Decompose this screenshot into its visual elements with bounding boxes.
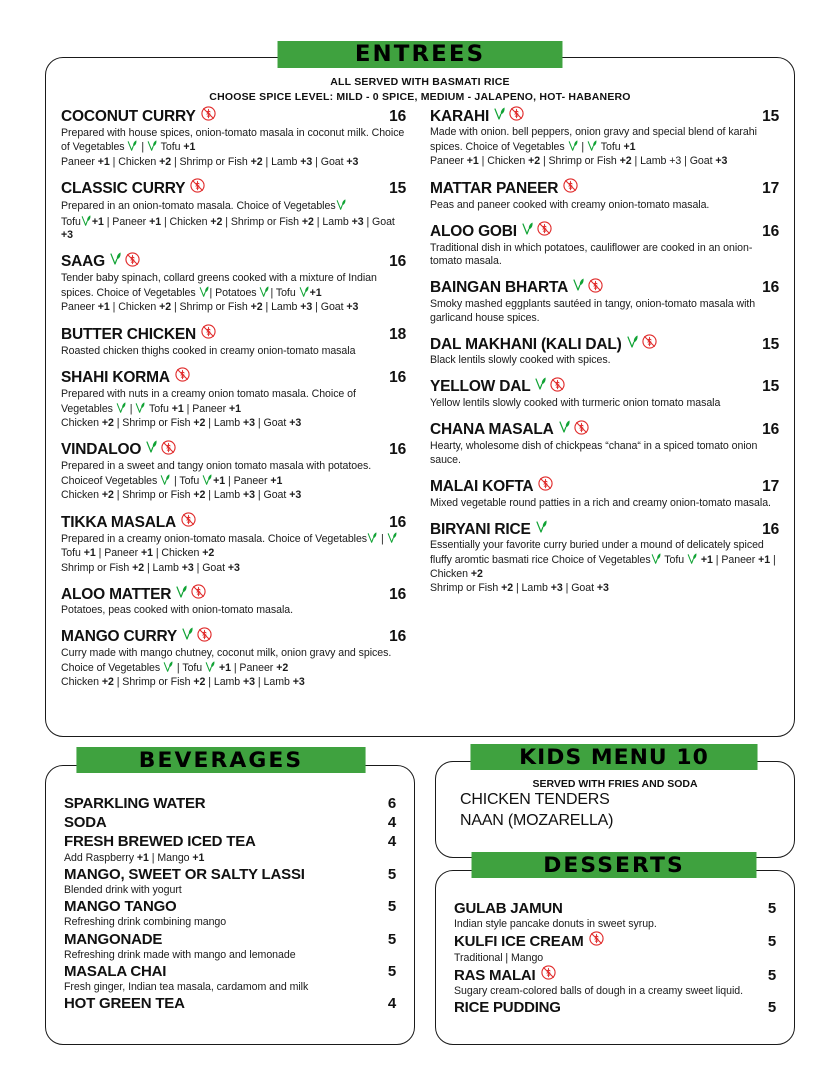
menu-item-head — [430, 221, 779, 240]
gluten-free-icon — [563, 178, 578, 193]
menu-item-marks — [522, 221, 552, 236]
veg-v-leaf-icon — [199, 286, 210, 298]
beverage-name: HOT GREEN TEA — [64, 995, 185, 1013]
menu-item-description: Black lentils slowly cooked with spices. — [430, 354, 611, 367]
menu-item-name: YELLOW DAL — [430, 378, 531, 396]
gluten-free-icon — [125, 252, 140, 267]
gluten-free-icon — [181, 512, 196, 527]
menu-item-head — [61, 627, 406, 646]
list-item — [454, 931, 776, 964]
beverage-name: SODA — [64, 814, 107, 832]
menu-item-head — [430, 420, 779, 439]
veg-v-leaf-icon — [205, 661, 216, 673]
menu-item-description: Hearty, wholesome dish of chickpeas “chana“ in a spiced tomato onion sauce. — [430, 440, 758, 466]
gluten-free-icon — [191, 584, 206, 599]
menu-item-head — [430, 334, 779, 353]
kids-subtitle: SERVED WITH FRIES AND SODA — [532, 778, 698, 790]
menu-item-head — [61, 324, 406, 344]
kids-menu-item: NAAN (MOZARELLA) — [460, 811, 614, 829]
menu-item-marks — [563, 178, 578, 193]
desserts-banner: DESSERTS — [472, 852, 757, 878]
menu-item-marks — [201, 324, 216, 339]
menu-item-price: 16 — [762, 421, 779, 439]
list-item — [64, 897, 396, 929]
gluten-free-icon — [190, 178, 205, 193]
menu-item-name: SAAG — [61, 253, 105, 271]
beverage-row — [64, 962, 396, 981]
menu-item-marks — [175, 367, 190, 382]
dessert-price: 5 — [767, 966, 776, 984]
menu-item-head — [61, 367, 406, 387]
veg-v-leaf-icon — [336, 199, 347, 211]
dessert-row — [454, 965, 776, 985]
dessert-description: Indian style pancake donuts in sweet syrup. — [454, 918, 657, 931]
dessert-description: Traditional | Mango — [454, 951, 544, 964]
menu-item-head — [430, 520, 779, 539]
menu-item-name: VINDALOO — [61, 441, 142, 459]
dessert-row — [454, 998, 776, 1017]
beverage-name: MANGO, SWEET OR SALTY LASSI — [64, 865, 305, 883]
veg-v-leaf-icon — [147, 140, 158, 152]
menu-item-marks — [494, 106, 524, 121]
menu-item — [61, 367, 406, 430]
veg-v-leaf-icon — [127, 140, 138, 152]
dessert-price: 5 — [767, 933, 776, 951]
veg-v-leaf-icon — [299, 286, 310, 298]
menu-item — [430, 520, 779, 596]
menu-item — [61, 324, 406, 358]
menu-item-marks — [146, 440, 176, 455]
beverage-price: 5 — [387, 930, 396, 948]
menu-item — [430, 221, 779, 268]
menu-item-price: 16 — [389, 108, 406, 125]
dessert-marks — [589, 931, 604, 946]
menu-item — [61, 440, 406, 503]
menu-item-head — [61, 440, 406, 459]
menu-item-price: 15 — [762, 335, 779, 353]
list-item — [64, 962, 396, 994]
menu-item-name: CHANA MASALA — [430, 421, 554, 439]
gluten-free-icon — [538, 476, 553, 491]
veg-v-leaf-icon — [687, 553, 698, 565]
veg-v-leaf-icon — [163, 661, 174, 673]
beverage-price: 5 — [387, 865, 396, 883]
menu-item-head — [61, 106, 406, 126]
menu-item-name: BUTTER CHICKEN — [61, 325, 196, 343]
menu-item-addons: Paneer +1 | Chicken +2 | Shrimp or Fish +2 | Lamb +3 | Goat +3 — [61, 155, 359, 168]
dessert-name: RAS MALAI — [454, 966, 536, 984]
veg-v-leaf-icon — [259, 286, 270, 298]
beverage-row — [64, 832, 396, 851]
menu-item-price: 15 — [762, 378, 779, 396]
menu-item — [430, 476, 779, 510]
kids-items — [454, 790, 776, 832]
menu-item-head — [430, 106, 779, 125]
menu-item-head — [430, 278, 779, 297]
menu-item-addons: Paneer +1 | Chicken +2 | Shrimp or Fish +2 | Lamb +3 | Goat +3 — [430, 155, 728, 168]
veg-v-leaf-icon — [535, 377, 547, 391]
menu-item-description: Prepared in an onion-tomato masala. Choice of Vegetables — [61, 199, 406, 214]
list-item — [64, 865, 396, 897]
beverage-name: MANGO TANGO — [64, 898, 177, 916]
menu-item-marks — [182, 627, 212, 642]
menu-item-description: Traditional dish in which potatoes, cauliflower are cooked in an onion-tomato masala. — [430, 241, 753, 268]
menu-item-price: 16 — [762, 222, 779, 240]
veg-v-leaf-icon — [81, 215, 92, 227]
beverages-card — [45, 765, 415, 1045]
menu-item-description: Smoky mashed eggplants sautéed in tangy, onion-tomato masala with garlicand house spices. — [430, 298, 756, 324]
list-item — [64, 994, 396, 1013]
gluten-free-icon — [589, 931, 604, 946]
beverage-name: FRESH BREWED ICED TEA — [64, 833, 256, 851]
menu-item-description: Potatoes, peas cooked with onion-tomato masala. — [61, 604, 294, 617]
entrees-subtitle-spice: CHOOSE SPICE LEVEL: MILD - 0 SPICE, MEDIUM - JALAPENO, HOT- HABANERO — [209, 91, 631, 103]
menu-item — [61, 584, 406, 618]
kids-menu-banner: KIDS MENU 10 — [470, 744, 757, 770]
beverage-price: 5 — [387, 963, 396, 981]
list-item — [64, 794, 396, 813]
beverage-price: 5 — [387, 898, 396, 916]
beverage-name: MASALA CHAI — [64, 963, 167, 981]
menu-item-head — [61, 252, 406, 271]
gluten-free-icon — [175, 367, 190, 382]
entrees-left-column — [45, 106, 420, 699]
dessert-row — [454, 931, 776, 951]
beverage-row — [64, 865, 396, 884]
desserts-list — [436, 899, 794, 1017]
list-item — [64, 813, 396, 832]
beverages-banner: BEVERAGES — [76, 747, 365, 773]
menu-item — [61, 106, 406, 169]
menu-item-price: 15 — [762, 107, 779, 125]
veg-v-leaf-icon — [568, 140, 579, 152]
menu-item-description: Mixed vegetable round patties in a rich and creamy onion-tomato masala. — [430, 497, 771, 510]
menu-item-name: BAINGAN BHARTA — [430, 279, 569, 297]
menu-item-description: Peas and paneer cooked with creamy onion-tomato masala. — [430, 198, 710, 211]
menu-item-name: SHAHI KORMA — [61, 369, 170, 387]
menu-item-name: MATTAR PANEER — [430, 179, 559, 197]
menu-item-name: BIRYANI RICE — [430, 520, 531, 538]
menu-item-description: Essentially your favorite curry buried under a mound of delicately spiced fluffy aromtic basmati rice Choice of Vegetables Tofu +1 | Paneer +1 | Chicken +2 — [430, 539, 776, 580]
list-item — [454, 899, 776, 931]
entrees-right-column — [420, 106, 795, 699]
veg-v-leaf-icon — [627, 335, 639, 349]
gluten-free-icon — [574, 420, 589, 435]
gluten-free-icon — [537, 221, 552, 236]
menu-item — [430, 420, 779, 467]
dessert-price: 5 — [767, 999, 776, 1017]
gluten-free-icon — [201, 106, 216, 121]
menu-item-price: 16 — [389, 441, 406, 459]
menu-item-head — [61, 178, 406, 198]
menu-item-description: Prepared in a sweet and tangy onion tomato masala with potatoes. Choiceof Vegetables | Tofu +1 | Paneer +1 — [61, 459, 372, 487]
gluten-free-icon — [509, 106, 524, 121]
menu-item-head — [430, 178, 779, 198]
gluten-free-icon — [197, 627, 212, 642]
kids-menu-card — [435, 761, 795, 858]
menu-item-name: MALAI KOFTA — [430, 478, 534, 496]
menu-item-description: Prepared with nuts in a creamy onion tomato masala. Choice of Vegetables | Tofu +1 | Paneer +1 — [61, 388, 356, 415]
kids-list — [436, 776, 794, 832]
veg-v-leaf-icon — [135, 402, 146, 414]
menu-item-price: 16 — [389, 253, 406, 271]
veg-v-leaf-icon — [146, 440, 158, 454]
beverage-description: Refreshing drink combining mango — [64, 916, 227, 929]
menu-item-description: Yellow lentils slowly cooked with turmeric onion tomato masala — [430, 397, 721, 410]
menu-item — [61, 627, 406, 690]
kids-menu-item: CHICKEN TENDERS — [460, 791, 610, 808]
list-item — [64, 930, 396, 962]
menu-item-addons: Paneer +1 | Chicken +2 | Shrimp or Fish +2 | Lamb +3 | Goat +3 — [61, 301, 359, 314]
menu-item-name: MANGO CURRY — [61, 628, 178, 646]
menu-item — [430, 106, 779, 169]
menu-item-description: Roasted chicken thighs cooked in creamy onion-tomato masala — [61, 344, 356, 357]
dessert-name: KULFI ICE CREAM — [454, 933, 584, 951]
dessert-description: Sugary cream-colored balls of dough in a creamy sweet liquid. — [454, 985, 744, 998]
veg-v-leaf-icon — [587, 140, 598, 152]
beverage-price: 4 — [387, 814, 396, 832]
menu-item-marks — [190, 178, 205, 193]
veg-v-leaf-icon — [559, 420, 571, 434]
list-item — [64, 832, 396, 864]
beverage-description: Fresh ginger, Indian tea masala, cardamom and milk — [64, 981, 309, 994]
menu-item-name: DAL MAKHANI (KALI DAL) — [430, 335, 622, 353]
menu-item-addons: Chicken +2 | Shrimp or Fish +2 | Lamb +3 | Goat +3 — [61, 489, 302, 502]
menu-item — [430, 334, 779, 368]
menu-item-addons: Chicken +2 | Shrimp or Fish +2 | Lamb +3 | Goat +3 — [61, 417, 302, 430]
dessert-name: GULAB JAMUN — [454, 900, 563, 917]
menu-item-name: ALOO GOBI — [430, 222, 517, 240]
menu-item-name: ALOO MATTER — [61, 585, 172, 603]
menu-item-name: COCONUT CURRY — [61, 108, 196, 125]
veg-v-leaf-icon — [536, 520, 548, 534]
menu-item — [61, 512, 406, 575]
beverage-description: Add Raspberry +1 | Mango +1 — [64, 851, 205, 864]
menu-item-description: Curry made with mango chutney, coconut milk, onion gravy and spices. Choice of Vegetables | Tofu +1 | Paneer +2 — [61, 647, 392, 674]
menu-item-addons: Chicken +2 | Shrimp or Fish +2 | Lamb +3 | Lamb +3 — [61, 676, 305, 689]
veg-v-leaf-icon — [160, 474, 171, 486]
menu-item — [430, 278, 779, 325]
menu-item-price: 17 — [762, 478, 779, 496]
gluten-free-icon — [161, 440, 176, 455]
menu-item-marks — [627, 334, 657, 349]
beverage-price: 4 — [387, 833, 396, 851]
menu-item-description: Tender baby spinach, collard greens cooked with a mixture of Indian spices. Choice of Vegetables | Potatoes | Tofu +1 — [61, 272, 377, 299]
beverage-row — [64, 794, 396, 813]
menu-item-marks — [110, 252, 140, 267]
menu-item-name: TIKKA MASALA — [61, 513, 176, 531]
desserts-card — [435, 870, 795, 1045]
menu-item-price: 16 — [389, 369, 406, 387]
beverage-name: MANGONADE — [64, 930, 163, 948]
beverage-row — [64, 930, 396, 949]
dessert-name: RICE PUDDING — [454, 999, 561, 1017]
dessert-marks — [541, 965, 556, 980]
menu-item-head — [61, 512, 406, 532]
veg-v-leaf-icon — [573, 278, 585, 292]
veg-v-leaf-icon — [182, 627, 194, 641]
list-item — [454, 965, 776, 998]
veg-v-leaf-icon — [522, 222, 534, 236]
menu-item-price: 16 — [389, 628, 406, 646]
menu-item-price: 16 — [389, 513, 406, 531]
beverage-description: Blended drink with yogurt — [64, 883, 182, 896]
menu-item-marks — [536, 520, 548, 534]
veg-v-leaf-icon — [202, 474, 213, 486]
beverage-row — [64, 994, 396, 1013]
menu-item — [430, 377, 779, 411]
menu-item — [61, 178, 406, 242]
menu-item-marks — [181, 512, 196, 527]
veg-v-leaf-icon — [387, 532, 398, 544]
menu-item-addons: Tofu +1 | Paneer +1 | Chicken +2 | Shrimp or Fish +2 | Lamb +3 | Goat +3 — [61, 215, 395, 242]
gluten-free-icon — [642, 334, 657, 349]
menu-item-marks — [538, 476, 553, 491]
beverage-price: 6 — [387, 795, 396, 812]
menu-item-marks — [201, 106, 216, 121]
entrees-columns — [45, 106, 795, 699]
veg-v-leaf-icon — [110, 252, 122, 266]
menu-item-price: 17 — [762, 179, 779, 197]
gluten-free-icon — [550, 377, 565, 392]
gluten-free-icon — [541, 965, 556, 980]
veg-v-leaf-icon — [176, 585, 188, 599]
veg-v-leaf-icon — [651, 553, 662, 565]
menu-item-price: 15 — [389, 180, 406, 198]
menu-item-head — [430, 476, 779, 496]
beverage-description: Refreshing drink made with mango and lemonade — [64, 948, 296, 961]
beverage-price: 4 — [387, 995, 396, 1013]
menu-item-addons: Shrimp or Fish +2 | Lamb +3 | Goat +3 — [61, 561, 240, 574]
menu-item-marks — [535, 377, 565, 392]
beverage-name: SPARKLING WATER — [64, 795, 206, 812]
menu-item-name: KARAHI — [430, 107, 490, 125]
menu-item — [61, 252, 406, 315]
menu-item-price: 16 — [389, 585, 406, 603]
menu-item-price: 16 — [762, 279, 779, 297]
dessert-price: 5 — [767, 900, 776, 917]
menu-item-marks — [573, 278, 603, 293]
beverage-row — [64, 813, 396, 832]
menu-item-price: 18 — [389, 325, 406, 343]
gluten-free-icon — [201, 324, 216, 339]
menu-item-price: 16 — [762, 520, 779, 538]
entrees-banner: ENTREES — [278, 41, 563, 68]
menu-item-head — [430, 377, 779, 396]
menu-item-addons: Shrimp or Fish +2 | Lamb +3 | Goat +3 — [430, 582, 609, 595]
menu-item-marks — [176, 584, 206, 599]
list-item — [454, 998, 776, 1017]
menu-item-description: Prepared in a creamy onion-tomato masala. Choice of Vegetables | Tofu +1 | Paneer +1 | Chicken +2 — [61, 532, 406, 560]
menu-item-marks — [559, 420, 589, 435]
menu-item — [430, 178, 779, 212]
beverage-row — [64, 897, 396, 916]
beverages-list — [46, 794, 414, 1014]
menu-item-description: Made with onion. bell peppers, onion gravy and special blend of karahi spices. Choice of Vegetables | Tofu +1 — [430, 126, 757, 153]
dessert-row — [454, 899, 776, 918]
menu-item-description: Prepared with house spices, onion-tomato masala in coconut milk. Choice of Vegetables | Tofu +1 — [61, 126, 405, 154]
entrees-subtitle-rice: ALL SERVED WITH BASMATI RICE — [330, 76, 510, 88]
veg-v-leaf-icon — [367, 532, 378, 544]
veg-v-leaf-icon — [494, 107, 506, 121]
veg-v-leaf-icon — [116, 402, 127, 414]
menu-item-name: CLASSIC CURRY — [61, 180, 186, 198]
menu-item-head — [61, 584, 406, 603]
gluten-free-icon — [588, 278, 603, 293]
